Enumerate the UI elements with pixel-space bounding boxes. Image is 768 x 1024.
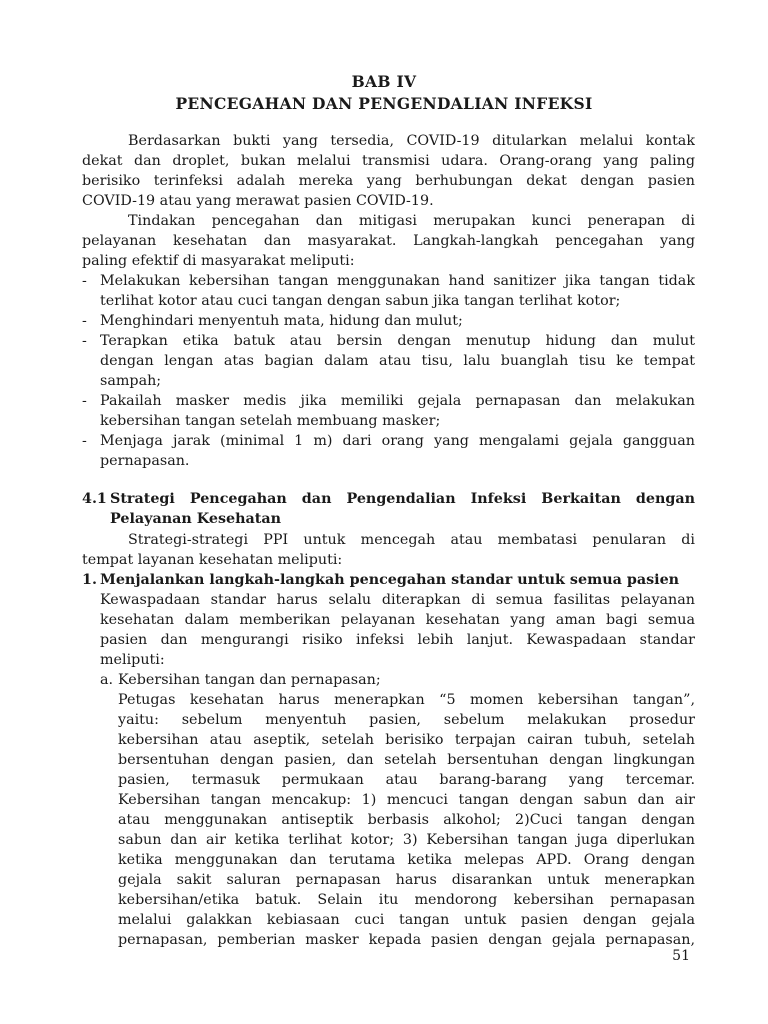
intro2-line: paling efektif di masyarakat meliputi: [82, 253, 355, 269]
subitem-body-line: yaitu: sebelum menyentuh pasien, sebelum melakukan prosedur [118, 712, 695, 728]
section-number: 4.1 [82, 491, 107, 507]
section-title: Strategi Pencegahan dan Pengendalian Infeksi Berkaitan dengan [110, 491, 695, 507]
intro-line: berisiko terinfeksi adalah mereka yang berhubungan dekat dengan pasien [82, 173, 695, 189]
subitem-body-line: pernapasan, pemberian masker kepada pasien dengan gejala pernapasan, [118, 932, 695, 948]
subitem-title: Kebersihan tangan dan pernapasan; [118, 672, 381, 688]
chapter-label: BAB IV [351, 72, 417, 91]
intro2-line: Tindakan pencegahan dan mitigasi merupakan kunci penerapan di [128, 213, 695, 229]
subitem-body-line: melalui galakkan kebiasaan cuci tangan untuk pasien dengan gejala [118, 912, 695, 928]
list-item: dengan lengan atas bagian dalam atau tisu, lalu buanglah tisu ke tempat [100, 353, 695, 369]
intro-line: COVID-19 atau yang merawat pasien COVID-19. [82, 193, 434, 209]
subitem-body-line: Kebersihan tangan mencakup: 1) mencuci tangan dengan sabun dan air [118, 792, 695, 808]
subitem-body-line: ketika menggunakan dan terutama ketika melepas APD. Orang dengan [118, 852, 695, 868]
chapter-title: PENCEGAHAN DAN PENGENDALIAN INFEKSI [175, 94, 593, 113]
list-item: Menjaga jarak (minimal 1 m) dari orang yang mengalami gejala gangguan [100, 433, 695, 449]
subitem-body-line: atau menggunakan antiseptik berbasis alkohol; 2)Cuci tangan dengan [118, 812, 695, 828]
subitem-body-line: pasien, termasuk permukaan atau barang-barang yang tercemar. [118, 772, 695, 788]
list-item: Menghindari menyentuh mata, hidung dan mulut; [100, 313, 463, 329]
subitem-body-line: bersentuhan dengan pasien, dan setelah bersentuhan dengan lingkungan [118, 752, 695, 768]
item-body-line: meliputi: [100, 652, 165, 668]
list-item: Pakailah masker medis jika memiliki gejala pernapasan dan melakukan [100, 393, 695, 409]
section-intro-line: Strategi-strategi PPI untuk mencegah atau membatasi penularan di [128, 532, 695, 548]
list-dash: - [82, 273, 87, 289]
subitem-body-line: gejala sakit saluran pernapasan harus disarankan untuk menerapkan [118, 872, 695, 888]
list-item: terlihat kotor atau cuci tangan dengan sabun jika tangan terlihat kotor; [100, 293, 621, 309]
list-item: pernapasan. [100, 453, 190, 469]
list-dash: - [82, 393, 87, 409]
item-body-line: pasien dan mengurangi risiko infeksi lebih lanjut. Kewaspadaan standar [100, 632, 695, 648]
list-item: Melakukan kebersihan tangan menggunakan hand sanitizer jika tangan tidak [100, 273, 695, 289]
list-item: kebersihan tangan setelah membuang masker; [100, 413, 441, 429]
item-number: 1. [82, 572, 97, 588]
page-number: 51 [672, 948, 690, 964]
subitem-body-line: sabun dan air ketika terlihat kotor; 3) Kebersihan tangan juga diperlukan [118, 832, 695, 848]
list-dash: - [82, 333, 87, 349]
intro2-line: pelayanan kesehatan dan masyarakat. Langkah-langkah pencegahan yang [82, 233, 695, 249]
list-item: Terapkan etika batuk atau bersin dengan menutup hidung dan mulut [100, 333, 695, 349]
subitem-body-line: kebersihan atau aseptik, setelah berisiko terpajan cairan tubuh, setelah [118, 732, 695, 748]
list-dash: - [82, 433, 87, 449]
intro-line: Berdasarkan bukti yang tersedia, COVID-19 ditularkan melalui kontak [128, 133, 695, 149]
section-intro-line: tempat layanan kesehatan meliputi: [82, 552, 343, 568]
item-body-line: Kewaspadaan standar harus selalu diterapkan di semua fasilitas pelayanan [100, 592, 695, 608]
item-title: Menjalankan langkah-langkah pencegahan standar untuk semua pasien [100, 572, 680, 588]
subitem-body-line: kebersihan/etika batuk. Selain itu mendorong kebersihan pernapasan [118, 892, 695, 908]
item-body-line: kesehatan dalam memberikan pelayanan kesehatan yang aman bagi semua [100, 612, 695, 628]
list-dash: - [82, 313, 87, 329]
intro-line: dekat dan droplet, bukan melalui transmisi udara. Orang-orang yang paling [82, 153, 695, 169]
section-title: Pelayanan Kesehatan [110, 511, 282, 527]
subitem-label: a. [100, 672, 114, 688]
subitem-body-line: Petugas kesehatan harus menerapkan “5 momen kebersihan tangan”, [118, 692, 695, 708]
list-item: sampah; [100, 373, 162, 389]
